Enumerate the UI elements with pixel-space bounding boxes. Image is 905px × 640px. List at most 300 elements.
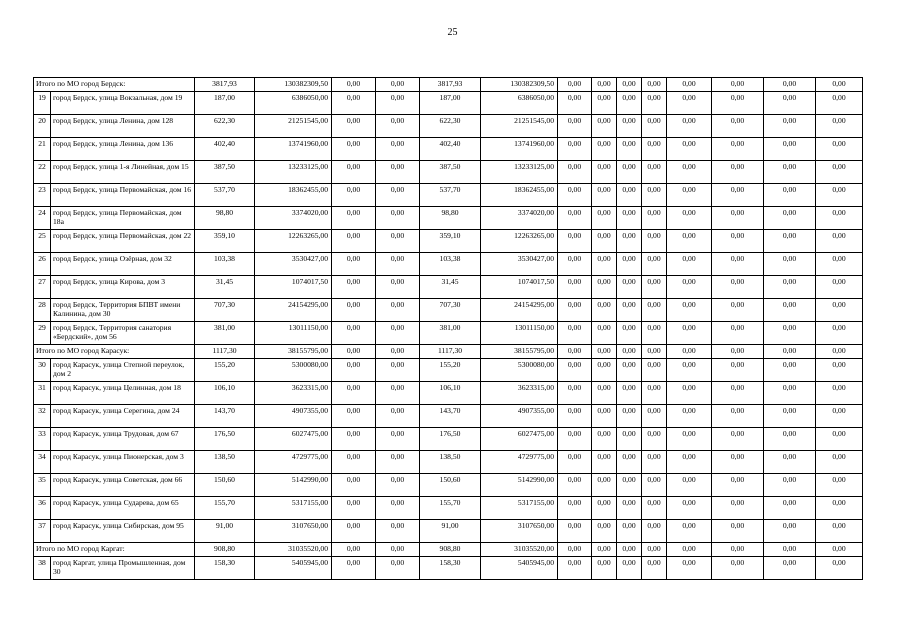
value-cell: 0,00 xyxy=(376,359,420,382)
address-cell: город Бердск, Территория БПВТ имени Калинина, дом 30 xyxy=(51,299,195,322)
value-cell: 5405945,00 xyxy=(255,557,332,580)
value-cell: 0,00 xyxy=(712,382,764,405)
address-cell: город Бердск, улица Первомайская, дом 16 xyxy=(51,184,195,207)
value-cell: 0,00 xyxy=(592,230,617,253)
value-cell: 0,00 xyxy=(642,161,667,184)
value-cell: 3817,93 xyxy=(420,78,481,92)
value-cell: 4729775,00 xyxy=(255,451,332,474)
value-cell: 0,00 xyxy=(764,322,816,345)
value-cell: 0,00 xyxy=(764,115,816,138)
value-cell: 0,00 xyxy=(712,405,764,428)
value-cell: 0,00 xyxy=(617,557,642,580)
value-cell: 0,00 xyxy=(667,299,712,322)
value-cell: 0,00 xyxy=(617,474,642,497)
value-cell: 1117,30 xyxy=(420,345,481,359)
value-cell: 0,00 xyxy=(617,382,642,405)
value-cell: 0,00 xyxy=(332,138,376,161)
value-cell: 0,00 xyxy=(816,405,863,428)
value-cell: 0,00 xyxy=(376,557,420,580)
value-cell: 0,00 xyxy=(617,359,642,382)
row-number: 34 xyxy=(34,451,51,474)
value-cell: 0,00 xyxy=(592,451,617,474)
value-cell: 143,70 xyxy=(420,405,481,428)
row-number: 32 xyxy=(34,405,51,428)
value-cell: 0,00 xyxy=(617,115,642,138)
table-row xyxy=(34,520,863,543)
value-cell: 18362455,00 xyxy=(481,184,558,207)
table-row xyxy=(34,184,863,207)
value-cell: 0,00 xyxy=(592,78,617,92)
value-cell: 0,00 xyxy=(376,451,420,474)
value-cell: 0,00 xyxy=(712,299,764,322)
value-cell: 0,00 xyxy=(642,497,667,520)
value-cell: 0,00 xyxy=(764,161,816,184)
address-cell: город Бердск, Территория санатория «Бердский», дом 56 xyxy=(51,322,195,345)
value-cell: 5405945,00 xyxy=(481,557,558,580)
value-cell: 0,00 xyxy=(376,230,420,253)
row-number: 31 xyxy=(34,382,51,405)
value-cell: 5300080,00 xyxy=(481,359,558,382)
value-cell: 106,10 xyxy=(195,382,255,405)
value-cell: 0,00 xyxy=(712,184,764,207)
row-number: 27 xyxy=(34,276,51,299)
value-cell: 4907355,00 xyxy=(481,405,558,428)
value-cell: 0,00 xyxy=(376,115,420,138)
row-number: 35 xyxy=(34,474,51,497)
row-number: 29 xyxy=(34,322,51,345)
value-cell: 0,00 xyxy=(592,322,617,345)
value-cell: 0,00 xyxy=(642,207,667,230)
row-number: 21 xyxy=(34,138,51,161)
value-cell: 155,20 xyxy=(420,359,481,382)
value-cell: 0,00 xyxy=(617,345,642,359)
value-cell: 0,00 xyxy=(332,253,376,276)
row-number: 19 xyxy=(34,92,51,115)
table-row xyxy=(34,557,863,580)
value-cell: 187,00 xyxy=(420,92,481,115)
value-cell: 0,00 xyxy=(712,115,764,138)
address-cell: город Карасук, улица Сибирская, дом 95 xyxy=(51,520,195,543)
value-cell: 0,00 xyxy=(617,451,642,474)
value-cell: 12263265,00 xyxy=(481,230,558,253)
value-cell: 707,30 xyxy=(420,299,481,322)
value-cell: 0,00 xyxy=(376,543,420,557)
value-cell: 21251545,00 xyxy=(481,115,558,138)
subtotal-label: Итого по МО город Карасук: xyxy=(34,345,195,359)
value-cell: 381,00 xyxy=(195,322,255,345)
value-cell: 0,00 xyxy=(617,230,642,253)
value-cell: 0,00 xyxy=(642,359,667,382)
value-cell: 0,00 xyxy=(592,161,617,184)
value-cell: 0,00 xyxy=(764,474,816,497)
table-row xyxy=(34,322,863,345)
value-cell: 0,00 xyxy=(558,207,592,230)
value-cell: 0,00 xyxy=(617,299,642,322)
value-cell: 12263265,00 xyxy=(255,230,332,253)
value-cell: 0,00 xyxy=(376,253,420,276)
address-cell: город Карасук, улица Советская, дом 66 xyxy=(51,474,195,497)
value-cell: 0,00 xyxy=(376,382,420,405)
value-cell: 0,00 xyxy=(667,497,712,520)
value-cell: 0,00 xyxy=(816,345,863,359)
value-cell: 91,00 xyxy=(195,520,255,543)
value-cell: 0,00 xyxy=(764,520,816,543)
value-cell: 0,00 xyxy=(667,322,712,345)
value-cell: 0,00 xyxy=(592,138,617,161)
value-cell: 0,00 xyxy=(617,428,642,451)
value-cell: 908,80 xyxy=(420,543,481,557)
value-cell: 0,00 xyxy=(558,520,592,543)
value-cell: 158,30 xyxy=(195,557,255,580)
row-number: 23 xyxy=(34,184,51,207)
address-cell: город Каргат, улица Промышленная, дом 30 xyxy=(51,557,195,580)
value-cell: 0,00 xyxy=(617,78,642,92)
table-row xyxy=(34,359,863,382)
value-cell: 0,00 xyxy=(376,207,420,230)
value-cell: 155,70 xyxy=(420,497,481,520)
value-cell: 0,00 xyxy=(332,543,376,557)
value-cell: 18362455,00 xyxy=(255,184,332,207)
table-row xyxy=(34,92,863,115)
value-cell: 0,00 xyxy=(712,78,764,92)
value-cell: 21251545,00 xyxy=(255,115,332,138)
address-cell: город Бердск, улица Кирова, дом 3 xyxy=(51,276,195,299)
address-cell: город Бердск, улица Первомайская, дом 22 xyxy=(51,230,195,253)
value-cell: 5142990,00 xyxy=(481,474,558,497)
value-cell: 0,00 xyxy=(558,359,592,382)
value-cell: 4729775,00 xyxy=(481,451,558,474)
value-cell: 0,00 xyxy=(667,161,712,184)
value-cell: 0,00 xyxy=(332,359,376,382)
row-number: 38 xyxy=(34,557,51,580)
value-cell: 6386050,00 xyxy=(255,92,332,115)
value-cell: 0,00 xyxy=(764,382,816,405)
value-cell: 0,00 xyxy=(816,92,863,115)
row-number: 22 xyxy=(34,161,51,184)
subtotal-label: Итого по МО город Каргат: xyxy=(34,543,195,557)
value-cell: 0,00 xyxy=(617,207,642,230)
value-cell: 0,00 xyxy=(592,359,617,382)
value-cell: 0,00 xyxy=(558,78,592,92)
value-cell: 0,00 xyxy=(712,276,764,299)
value-cell: 0,00 xyxy=(816,497,863,520)
value-cell: 1117,30 xyxy=(195,345,255,359)
page-number: 25 xyxy=(447,27,458,38)
value-cell: 0,00 xyxy=(712,428,764,451)
value-cell: 103,38 xyxy=(420,253,481,276)
table-row xyxy=(34,299,863,322)
value-cell: 176,50 xyxy=(420,428,481,451)
value-cell: 0,00 xyxy=(816,382,863,405)
value-cell: 0,00 xyxy=(592,115,617,138)
value-cell: 0,00 xyxy=(816,451,863,474)
value-cell: 908,80 xyxy=(195,543,255,557)
value-cell: 0,00 xyxy=(642,474,667,497)
value-cell: 0,00 xyxy=(617,138,642,161)
value-cell: 13741960,00 xyxy=(481,138,558,161)
value-cell: 0,00 xyxy=(764,184,816,207)
value-cell: 0,00 xyxy=(712,138,764,161)
value-cell: 0,00 xyxy=(764,299,816,322)
address-cell: город Карасук, улица Целинная, дом 18 xyxy=(51,382,195,405)
value-cell: 0,00 xyxy=(642,276,667,299)
value-cell: 0,00 xyxy=(617,161,642,184)
subtotal-row xyxy=(34,78,863,92)
value-cell: 130382309,50 xyxy=(255,78,332,92)
value-cell: 0,00 xyxy=(764,78,816,92)
value-cell: 0,00 xyxy=(642,405,667,428)
value-cell: 0,00 xyxy=(376,276,420,299)
value-cell: 98,80 xyxy=(420,207,481,230)
address-cell: город Карасук, улица Степной переулок, дом 2 xyxy=(51,359,195,382)
value-cell: 0,00 xyxy=(816,428,863,451)
value-cell: 0,00 xyxy=(592,405,617,428)
value-cell: 0,00 xyxy=(332,276,376,299)
value-cell: 0,00 xyxy=(642,92,667,115)
value-cell: 0,00 xyxy=(816,359,863,382)
value-cell: 3374020,00 xyxy=(255,207,332,230)
value-cell: 0,00 xyxy=(332,557,376,580)
address-cell: город Бердск, улица Вокзальная, дом 19 xyxy=(51,92,195,115)
value-cell: 0,00 xyxy=(816,276,863,299)
value-cell: 158,30 xyxy=(420,557,481,580)
value-cell: 5317155,00 xyxy=(255,497,332,520)
value-cell: 387,50 xyxy=(420,161,481,184)
table-row xyxy=(34,276,863,299)
value-cell: 0,00 xyxy=(592,253,617,276)
value-cell: 0,00 xyxy=(558,474,592,497)
value-cell: 0,00 xyxy=(376,520,420,543)
value-cell: 6027475,00 xyxy=(481,428,558,451)
value-cell: 0,00 xyxy=(667,276,712,299)
row-number: 20 xyxy=(34,115,51,138)
value-cell: 0,00 xyxy=(332,322,376,345)
value-cell: 0,00 xyxy=(764,276,816,299)
value-cell: 0,00 xyxy=(558,92,592,115)
value-cell: 0,00 xyxy=(376,299,420,322)
value-cell: 0,00 xyxy=(712,451,764,474)
value-cell: 0,00 xyxy=(558,138,592,161)
value-cell: 0,00 xyxy=(667,543,712,557)
value-cell: 0,00 xyxy=(332,497,376,520)
value-cell: 98,80 xyxy=(195,207,255,230)
value-cell: 0,00 xyxy=(558,115,592,138)
table-row xyxy=(34,451,863,474)
value-cell: 3530427,00 xyxy=(255,253,332,276)
value-cell: 0,00 xyxy=(667,345,712,359)
row-number: 24 xyxy=(34,207,51,230)
value-cell: 3107650,00 xyxy=(255,520,332,543)
value-cell: 0,00 xyxy=(712,474,764,497)
value-cell: 0,00 xyxy=(764,497,816,520)
value-cell: 0,00 xyxy=(592,557,617,580)
table-row xyxy=(34,497,863,520)
value-cell: 0,00 xyxy=(332,345,376,359)
value-cell: 0,00 xyxy=(558,345,592,359)
subtotal-label: Итого по МО город Бердск: xyxy=(34,78,195,92)
value-cell: 0,00 xyxy=(558,322,592,345)
row-number: 33 xyxy=(34,428,51,451)
value-cell: 0,00 xyxy=(642,428,667,451)
value-cell: 0,00 xyxy=(376,405,420,428)
value-cell: 0,00 xyxy=(617,276,642,299)
housing-program-table xyxy=(33,77,863,580)
value-cell: 3623315,00 xyxy=(255,382,332,405)
value-cell: 0,00 xyxy=(592,382,617,405)
value-cell: 0,00 xyxy=(712,543,764,557)
value-cell: 0,00 xyxy=(376,78,420,92)
value-cell: 0,00 xyxy=(332,451,376,474)
address-cell: город Бердск, улица Озёрная, дом 32 xyxy=(51,253,195,276)
value-cell: 13011150,00 xyxy=(481,322,558,345)
value-cell: 0,00 xyxy=(764,359,816,382)
value-cell: 0,00 xyxy=(558,543,592,557)
value-cell: 0,00 xyxy=(592,299,617,322)
value-cell: 138,50 xyxy=(420,451,481,474)
value-cell: 0,00 xyxy=(667,138,712,161)
value-cell: 0,00 xyxy=(592,543,617,557)
value-cell: 13233125,00 xyxy=(255,161,332,184)
value-cell: 0,00 xyxy=(558,428,592,451)
value-cell: 5317155,00 xyxy=(481,497,558,520)
value-cell: 0,00 xyxy=(642,382,667,405)
value-cell: 0,00 xyxy=(764,92,816,115)
value-cell: 0,00 xyxy=(712,161,764,184)
value-cell: 0,00 xyxy=(667,78,712,92)
value-cell: 0,00 xyxy=(617,497,642,520)
row-number: 26 xyxy=(34,253,51,276)
value-cell: 0,00 xyxy=(558,230,592,253)
value-cell: 0,00 xyxy=(764,405,816,428)
address-cell: город Карасук, улица Серегина, дом 24 xyxy=(51,405,195,428)
value-cell: 0,00 xyxy=(642,253,667,276)
value-cell: 6027475,00 xyxy=(255,428,332,451)
value-cell: 0,00 xyxy=(332,78,376,92)
table-row xyxy=(34,161,863,184)
value-cell: 622,30 xyxy=(195,115,255,138)
value-cell: 0,00 xyxy=(764,557,816,580)
value-cell: 5300080,00 xyxy=(255,359,332,382)
value-cell: 0,00 xyxy=(642,78,667,92)
value-cell: 0,00 xyxy=(376,322,420,345)
value-cell: 0,00 xyxy=(816,299,863,322)
value-cell: 0,00 xyxy=(332,230,376,253)
value-cell: 0,00 xyxy=(558,184,592,207)
value-cell: 359,10 xyxy=(195,230,255,253)
value-cell: 0,00 xyxy=(332,520,376,543)
value-cell: 13011150,00 xyxy=(255,322,332,345)
value-cell: 359,10 xyxy=(420,230,481,253)
value-cell: 0,00 xyxy=(764,345,816,359)
value-cell: 0,00 xyxy=(376,138,420,161)
value-cell: 6386050,00 xyxy=(481,92,558,115)
value-cell: 0,00 xyxy=(376,497,420,520)
value-cell: 0,00 xyxy=(816,138,863,161)
value-cell: 0,00 xyxy=(642,138,667,161)
value-cell: 0,00 xyxy=(712,230,764,253)
value-cell: 106,10 xyxy=(420,382,481,405)
row-number: 36 xyxy=(34,497,51,520)
value-cell: 0,00 xyxy=(376,184,420,207)
value-cell: 1074017,50 xyxy=(255,276,332,299)
value-cell: 24154295,00 xyxy=(255,299,332,322)
value-cell: 0,00 xyxy=(642,451,667,474)
value-cell: 130382309,50 xyxy=(481,78,558,92)
value-cell: 0,00 xyxy=(617,184,642,207)
value-cell: 3623315,00 xyxy=(481,382,558,405)
value-cell: 31035520,00 xyxy=(481,543,558,557)
value-cell: 537,70 xyxy=(420,184,481,207)
value-cell: 0,00 xyxy=(816,474,863,497)
value-cell: 0,00 xyxy=(592,497,617,520)
value-cell: 0,00 xyxy=(592,276,617,299)
table-row xyxy=(34,405,863,428)
value-cell: 0,00 xyxy=(592,520,617,543)
value-cell: 0,00 xyxy=(764,543,816,557)
value-cell: 0,00 xyxy=(712,92,764,115)
value-cell: 0,00 xyxy=(816,184,863,207)
value-cell: 0,00 xyxy=(617,253,642,276)
value-cell: 402,40 xyxy=(420,138,481,161)
value-cell: 0,00 xyxy=(592,92,617,115)
value-cell: 0,00 xyxy=(667,253,712,276)
value-cell: 0,00 xyxy=(558,253,592,276)
value-cell: 0,00 xyxy=(816,322,863,345)
address-cell: город Бердск, улица 1-я Линейная, дом 15 xyxy=(51,161,195,184)
value-cell: 0,00 xyxy=(667,92,712,115)
value-cell: 0,00 xyxy=(764,451,816,474)
table-row xyxy=(34,138,863,161)
table-row xyxy=(34,474,863,497)
value-cell: 0,00 xyxy=(667,428,712,451)
value-cell: 4907355,00 xyxy=(255,405,332,428)
table-row xyxy=(34,382,863,405)
value-cell: 0,00 xyxy=(376,345,420,359)
value-cell: 0,00 xyxy=(816,78,863,92)
value-cell: 0,00 xyxy=(667,184,712,207)
value-cell: 0,00 xyxy=(642,115,667,138)
value-cell: 0,00 xyxy=(712,253,764,276)
row-number: 25 xyxy=(34,230,51,253)
value-cell: 0,00 xyxy=(332,382,376,405)
value-cell: 0,00 xyxy=(764,207,816,230)
value-cell: 0,00 xyxy=(617,543,642,557)
value-cell: 31,45 xyxy=(195,276,255,299)
value-cell: 0,00 xyxy=(816,543,863,557)
value-cell: 402,40 xyxy=(195,138,255,161)
value-cell: 0,00 xyxy=(667,115,712,138)
value-cell: 3107650,00 xyxy=(481,520,558,543)
value-cell: 0,00 xyxy=(764,253,816,276)
address-cell: город Карасук, улица Пионерская, дом 3 xyxy=(51,451,195,474)
value-cell: 150,60 xyxy=(420,474,481,497)
address-cell: город Карасук, улица Сударева, дом 65 xyxy=(51,497,195,520)
value-cell: 0,00 xyxy=(764,138,816,161)
value-cell: 38155795,00 xyxy=(481,345,558,359)
table-body xyxy=(34,78,863,580)
table-row xyxy=(34,115,863,138)
value-cell: 0,00 xyxy=(376,474,420,497)
row-number: 28 xyxy=(34,299,51,322)
value-cell: 0,00 xyxy=(558,451,592,474)
value-cell: 0,00 xyxy=(558,161,592,184)
value-cell: 0,00 xyxy=(332,405,376,428)
value-cell: 381,00 xyxy=(420,322,481,345)
value-cell: 0,00 xyxy=(816,230,863,253)
value-cell: 0,00 xyxy=(642,184,667,207)
value-cell: 0,00 xyxy=(642,345,667,359)
value-cell: 0,00 xyxy=(712,322,764,345)
